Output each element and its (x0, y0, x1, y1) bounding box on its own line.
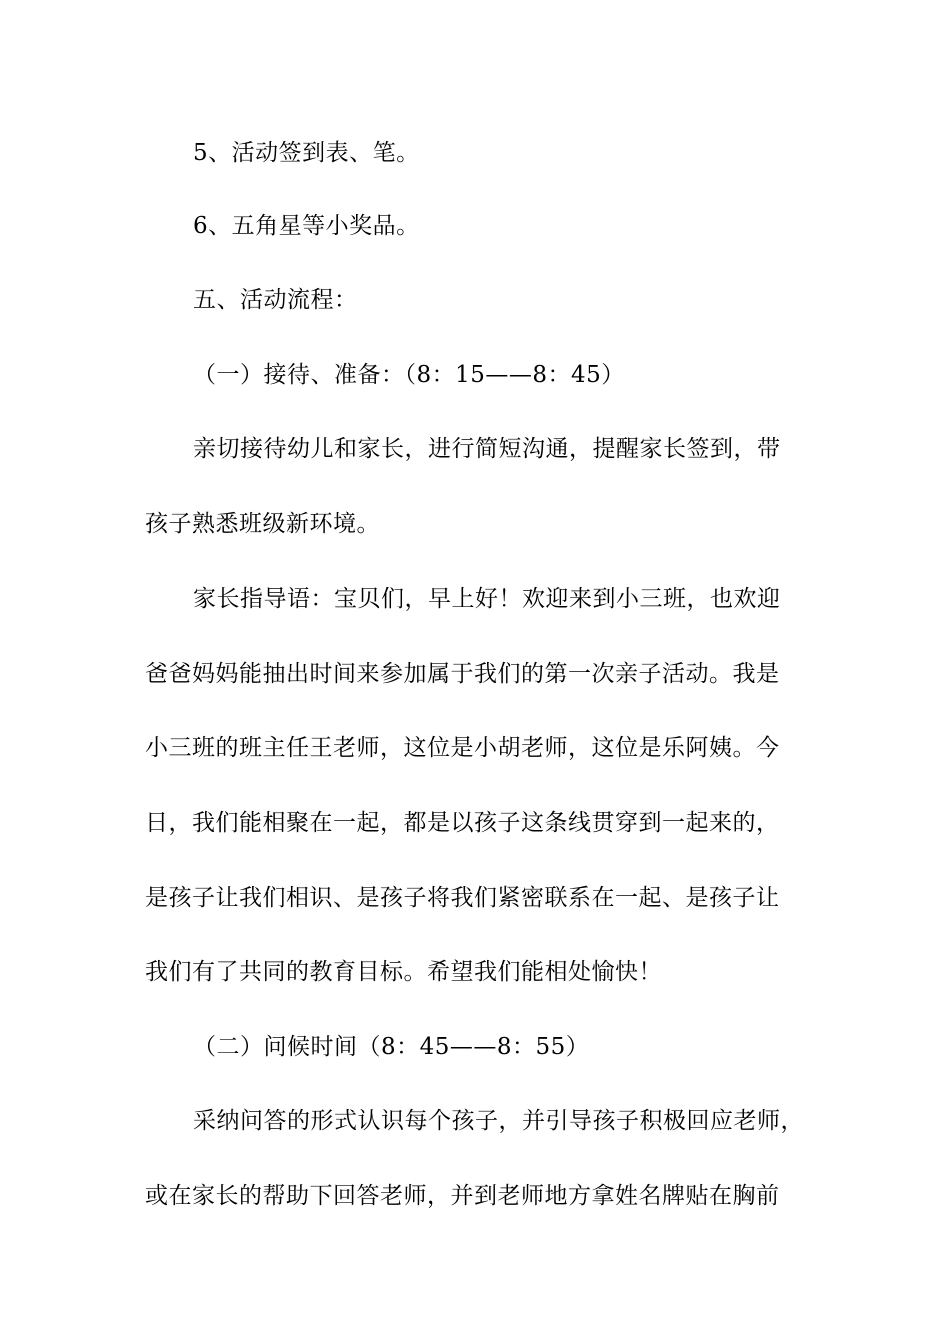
subsection-heading-2: （二）问候时间（8：45——8：55） (193, 1034, 590, 1060)
list-item-5: 5、活动签到表、笔。 (193, 140, 420, 166)
paragraph-line: 我们有了共同的教育目标。希望我们能相处愉快！ (145, 959, 662, 985)
section-heading-5: 五、活动流程： (193, 287, 358, 313)
paragraph-line: 采纳问答的形式认识每个孩子，并引导孩子积极回应老师， (193, 1108, 804, 1134)
paragraph-line: 家长指导语：宝贝们，早上好！欢迎来到小三班，也欢迎 (193, 586, 781, 612)
paragraph-line: 日，我们能相聚在一起，都是以孩子这条线贯穿到一起来的， (145, 810, 780, 836)
paragraph-line: 亲切接待幼儿和家长，进行简短沟通，提醒家长签到，带 (193, 436, 781, 462)
paragraph-line: 是孩子让我们相识、是孩子将我们紧密联系在一起、是孩子让 (145, 885, 780, 911)
paragraph-line: 孩子熟悉班级新环境。 (145, 511, 380, 537)
paragraph-line: 或在家长的帮助下回答老师，并到老师地方拿姓名牌贴在胸前 (145, 1183, 780, 1209)
list-item-6: 6、五角星等小奖品。 (193, 213, 420, 239)
paragraph-line: 爸爸妈妈能抽出时间来参加属于我们的第一次亲子活动。我是 (145, 661, 780, 687)
paragraph-line: 小三班的班主任王老师，这位是小胡老师，这位是乐阿姨。今 (145, 735, 780, 761)
subsection-heading-1: （一）接待、准备：（8：15——8：45） (193, 362, 625, 388)
